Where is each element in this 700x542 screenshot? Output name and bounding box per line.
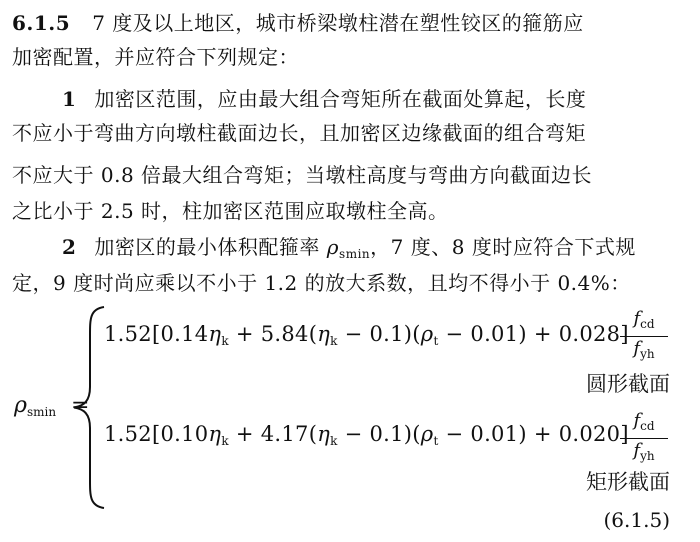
case2-part-b: + 4.17( [228, 422, 318, 446]
case1-rho-t-sub: t [433, 334, 439, 348]
item2-number: 2 [62, 235, 77, 259]
equals-sign: = [71, 393, 90, 418]
case1-eta-1-sub: k [221, 334, 229, 348]
case1-eta-2-sub: k [330, 334, 338, 348]
formula-case-1 [104, 320, 629, 355]
case1-eta-1: η [208, 322, 222, 346]
item1-number: 1 [62, 87, 77, 111]
case2-rho-t: ρ [420, 422, 434, 446]
formula-case-2 [104, 420, 629, 455]
case1-part-c: − 0.1)( [337, 322, 421, 346]
lhs-rho: ρ [14, 393, 27, 418]
case2-caption: 矩形截面 [586, 470, 670, 494]
case1-frac-numerator [620, 308, 668, 337]
item2-text-1b: ，7 度、8 度时应符合下式规 [370, 235, 636, 259]
case1-part-b: + 5.84( [228, 322, 318, 346]
item1-line-1 [62, 86, 586, 112]
case1-part-a: 1.52[0.14 [104, 322, 209, 346]
case1-f-yh-sub: yh [640, 347, 655, 361]
case1-f-cd-sub: cd [640, 317, 655, 331]
case2-eta-1-sub: k [221, 434, 229, 448]
item1-line-3 [12, 162, 592, 188]
case1-eta-2: η [317, 322, 331, 346]
case1-caption: 圆形截面 [586, 372, 670, 396]
equation-number: (6.1.5) [603, 508, 670, 532]
case1-frac-denominator [620, 337, 668, 365]
case2-part-c: − 0.1)( [337, 422, 421, 446]
case2-eta-2: η [317, 422, 331, 446]
rho-smin-symbol: ρ [326, 235, 340, 259]
case2-f-yh: f [633, 440, 641, 461]
case2-f-cd: f [633, 410, 641, 431]
case1-part-d: − 0.01) + 0.028] [438, 322, 629, 346]
clause-line-2 [12, 44, 299, 70]
clause-line-1 [12, 10, 584, 36]
item1-text-2: 不应小于弯曲方向墩柱截面边长，且加密区边缘截面的组合弯矩 [12, 121, 586, 145]
item1-text-4: 之比小于 2.5 时，柱加密区范围应取墩柱全高。 [12, 199, 449, 223]
case2-fraction [620, 410, 668, 467]
item2-line-1 [62, 234, 636, 267]
item1-text-1: 加密区范围，应由最大组合弯矩所在截面处算起，长度 [94, 87, 587, 111]
case1-fraction [620, 308, 668, 365]
item1-text-3: 不应大于 0.8 倍最大组合弯矩；当墩柱高度与弯曲方向截面边长 [12, 163, 593, 187]
item1-line-2 [12, 120, 586, 146]
clause-text-1: 7 度及以上地区，城市桥梁墩柱潜在塑性铰区的箍筋应 [92, 11, 584, 35]
clause-text-2: 加密配置，并应符合下列规定： [12, 45, 299, 69]
case2-f-cd-sub: cd [640, 419, 655, 433]
clause-number: 6.1.5 [12, 11, 71, 35]
item1-line-4 [12, 198, 449, 224]
rho-smin-subscript: smin [339, 247, 371, 261]
case2-f-yh-sub: yh [640, 449, 655, 463]
item2-line-2 [12, 270, 631, 296]
case2-part-a: 1.52[0.10 [104, 422, 209, 446]
case1-f-cd: f [633, 308, 641, 329]
case2-frac-numerator [620, 410, 668, 439]
item2-text-2: 定，9 度时尚应乘以不小于 1.2 的放大系数，且均不得小于 0.4%： [12, 271, 631, 295]
lhs-rho-subscript: smin [26, 405, 57, 419]
case1-f-yh: f [633, 338, 641, 359]
case2-frac-denominator [620, 439, 668, 467]
case2-rho-t-sub: t [433, 434, 439, 448]
case2-part-d: − 0.01) + 0.020] [438, 422, 629, 446]
item2-text-1a: 加密区的最小体积配箍率 [94, 235, 327, 259]
case2-eta-2-sub: k [330, 434, 338, 448]
case2-eta-1: η [208, 422, 222, 446]
case1-rho-t: ρ [420, 322, 434, 346]
